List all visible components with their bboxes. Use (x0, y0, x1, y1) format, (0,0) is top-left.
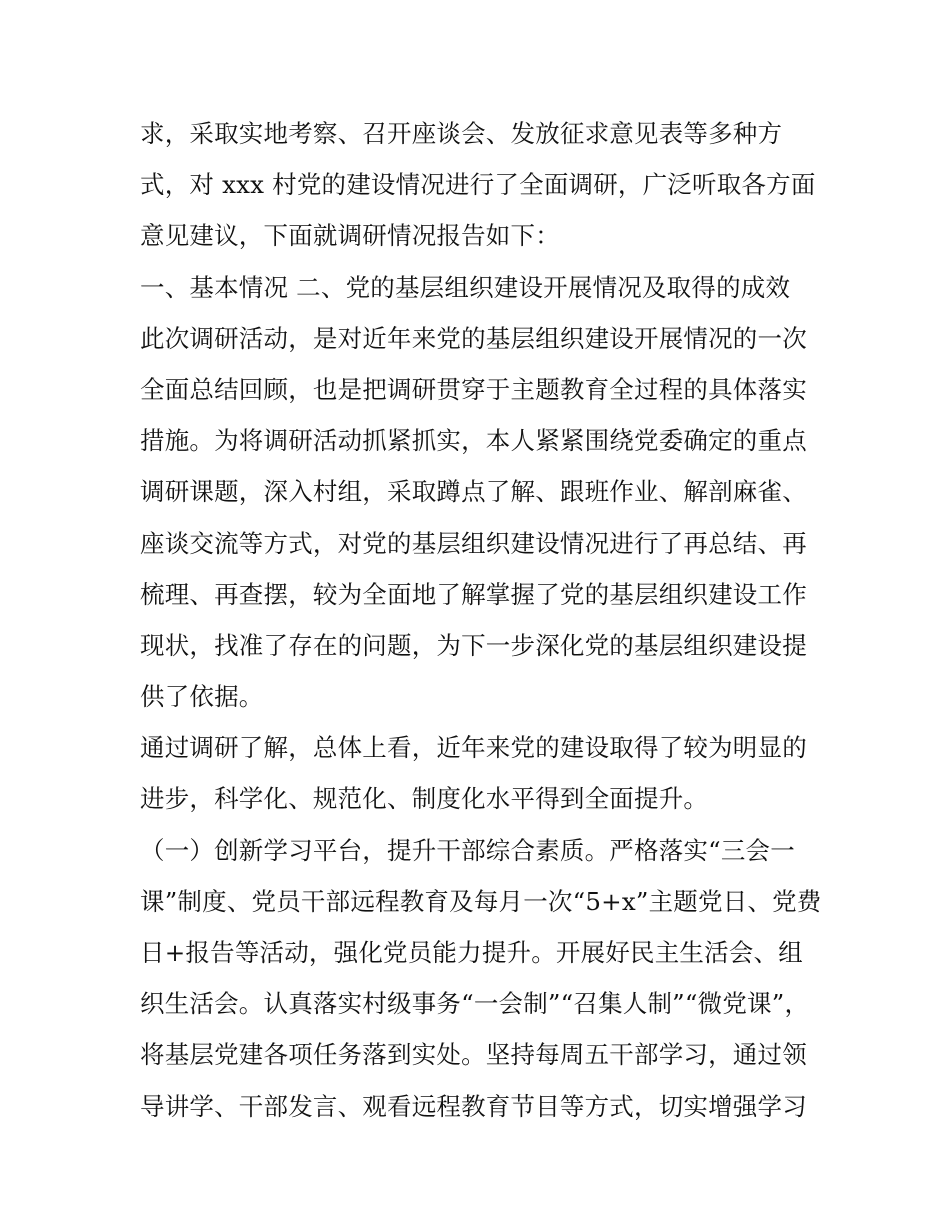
text-line: 式，对 xxx 村党的建设情况进行了全面调研，广泛听取各方面 (140, 170, 816, 200)
text-line: 此次调研活动，是对近年来党的基层组织建设开展情况的一次 (140, 323, 807, 353)
text-line: 座谈交流等方式，对党的基层组织建设情况进行了再总结、再 (140, 528, 807, 558)
text-line: 导讲学、干部发言、观看远程教育节目等方式，切实增强学习 (140, 1091, 807, 1121)
text-line: 一、基本情况 二、党的基层组织建设开展情况及取得的成效 (140, 272, 791, 302)
text-line: 织生活会。认真落实村级事务“一会制”“召集人制”“微党课”， (140, 989, 810, 1019)
text-line: 通过调研了解，总体上看，近年来党的建设取得了较为明显的 (140, 733, 807, 763)
text-line: 调研课题，深入村组，采取蹲点了解、跟班作业、解剖麻雀、 (140, 477, 807, 507)
text-line: 措施。为将调研活动抓紧抓实，本人紧紧围绕党委确定的重点 (140, 426, 807, 456)
text-line: 求，采取实地考察、召开座谈会、发放征求意见表等多种方 (140, 119, 783, 148)
text-line: 进步，科学化、规范化、制度化水平得到全面提升。 (140, 784, 709, 814)
text-line: 将基层党建各项任务落到实处。坚持每周五干部学习，通过领 (140, 1040, 807, 1070)
text-line: 日+报告等活动，强化党员能力提升。开展好民主生活会、组 (140, 938, 803, 967)
text-line: （一）创新学习平台，提升干部综合素质。严格落实“三会一 (140, 835, 795, 865)
document-body (140, 108, 820, 1132)
text-line: 意见建议，下面就调研情况报告如下： (140, 221, 560, 251)
text-line: 供了依据。 (140, 682, 264, 712)
text-line: 全面总结回顾，也是把调研贯穿于主题教育全过程的具体落实 (140, 374, 807, 404)
text-line: 课”制度、党员干部远程教育及每月一次“5+x”主题党日、党费 (140, 886, 822, 916)
text-line: 梳理、再查摆，较为全面地了解掌握了党的基层组织建设工作 (140, 579, 807, 609)
text-line: 现状，找准了存在的问题，为下一步深化党的基层组织建设提 (140, 630, 807, 660)
